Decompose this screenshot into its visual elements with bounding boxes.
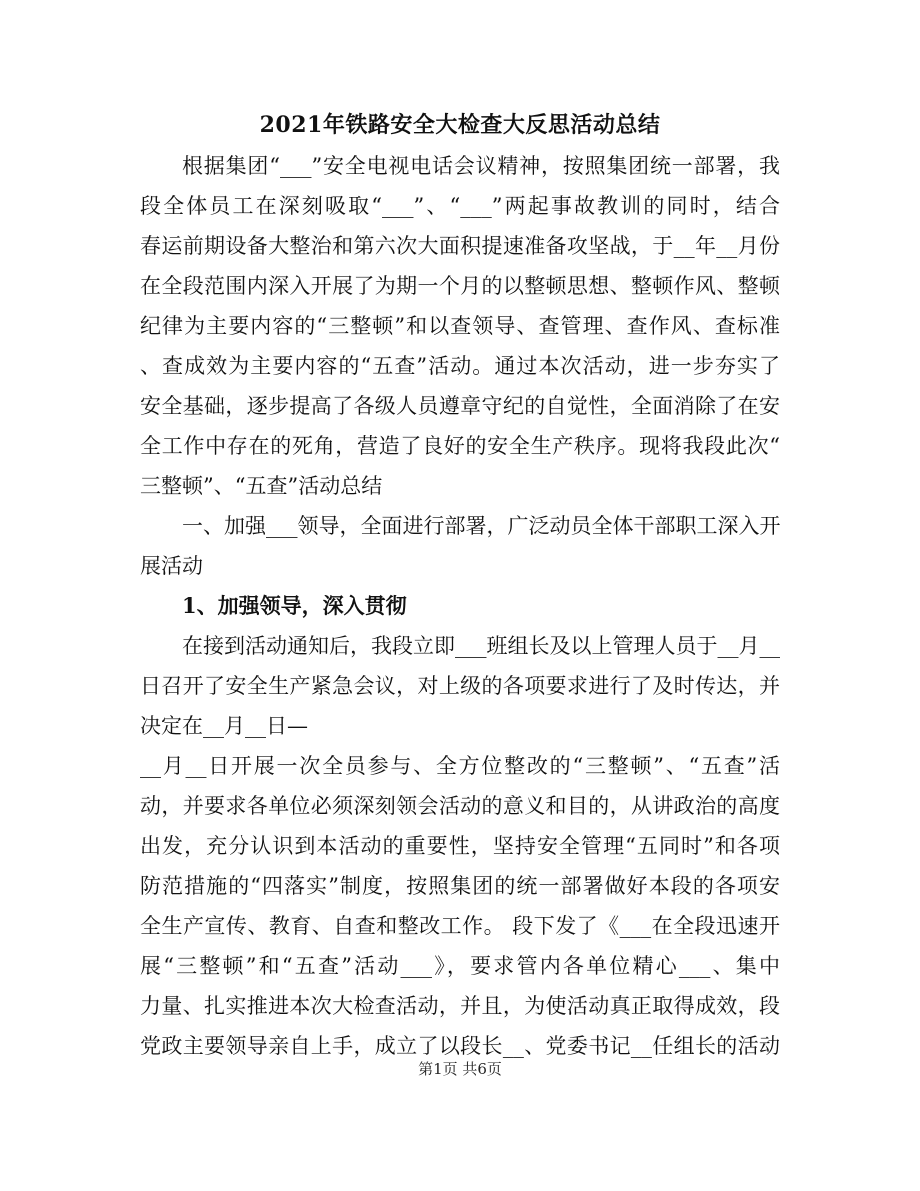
- paragraph-line: 春运前期设备大整治和第六次大面积提速准备攻坚战，于__年__月份: [140, 234, 780, 258]
- paragraph-line: __月__日开展一次全员参与、全方位整改的“三整顿”、“五查”活: [140, 754, 780, 778]
- page-number-footer: 第1页 共6页: [418, 1060, 502, 1078]
- paragraph-line: 动，并要求各单位必须深刻领会活动的意义和目的，从讲政治的高度: [140, 794, 780, 818]
- paragraph-line: 、查成效为主要内容的“五查”活动。通过本次活动，进一步夯实了: [140, 354, 780, 378]
- section-heading-line: 展活动: [140, 554, 203, 578]
- paragraph-line: 段全体员工在深刻吸取“___”、“___”两起事故教训的同时，结合: [140, 194, 780, 218]
- section-heading-line: 一、加强___领导，全面进行部署，广泛动员全体干部职工深入开: [182, 514, 780, 538]
- paragraph-line: 三整顿”、“五查”活动总结: [140, 474, 383, 498]
- paragraph-line: 纪律为主要内容的“三整顿”和以查领导、查管理、查作风、查标准: [140, 314, 780, 338]
- subsection-heading: 1、加强领导，深入贯彻: [182, 593, 407, 618]
- paragraph-line: 安全基础，逐步提高了各级人员遵章守纪的自觉性，全面消除了在安: [140, 394, 780, 418]
- document-body: [140, 146, 780, 1066]
- paragraph-line: 展“三整顿”和“五查”活动___》，要求管内各单位精心___、集中: [140, 954, 780, 978]
- paragraph-line: 出发，充分认识到本活动的重要性，坚持安全管理“五同时”和各项: [140, 834, 780, 858]
- paragraph-line: 防范措施的“四落实”制度，按照集团的统一部署做好本段的各项安: [140, 874, 780, 898]
- paragraph-line: 全工作中存在的死角，营造了良好的安全生产秩序。现将我段此次“: [140, 434, 780, 458]
- paragraph-line: 全生产宣传、教育、自查和整改工作。 段下发了《___在全段迅速开: [140, 914, 780, 938]
- paragraph-line: 党政主要领导亲自上手，成立了以段长__、党委书记__任组长的活动: [140, 1034, 780, 1058]
- paragraph-line: 日召开了安全生产紧急会议，对上级的各项要求进行了及时传达，并: [140, 674, 780, 698]
- paragraph-line: 在全段范围内深入开展了为期一个月的以整顿思想、整顿作风、整顿: [140, 274, 780, 298]
- paragraph-line: 力量、扎实推进本次大检查活动，并且，为使活动真正取得成效，段: [140, 994, 780, 1018]
- paragraph-line: 根据集团“___”安全电视电话会议精神，按照集团统一部署，我: [182, 154, 780, 178]
- document-title: 2021年铁路安全大检查大反思活动总结: [259, 112, 661, 138]
- paragraph-line: 在接到活动通知后，我段立即___班组长及以上管理人员于__月__: [182, 634, 780, 658]
- paragraph-line: 决定在__月__日—: [140, 714, 308, 738]
